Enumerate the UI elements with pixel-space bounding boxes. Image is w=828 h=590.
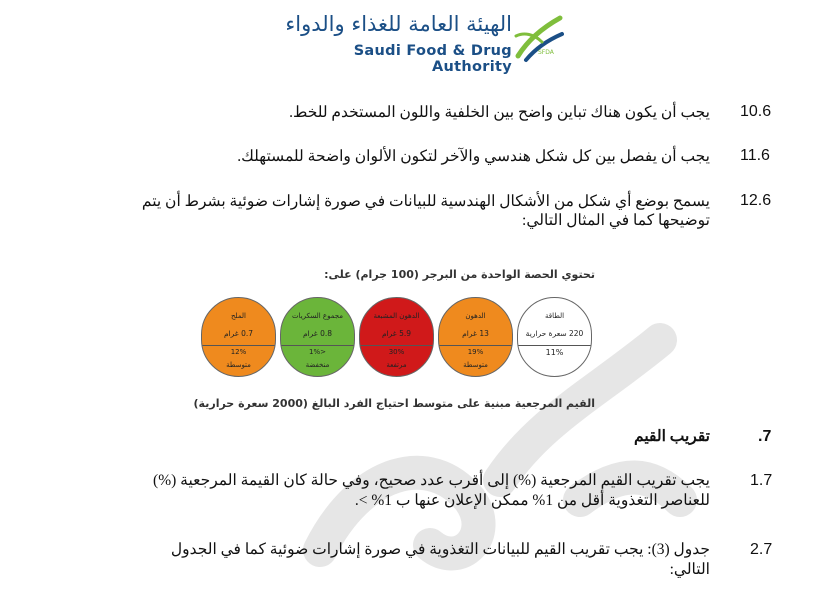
nutrient-percent: 30% — [360, 345, 433, 356]
nutrient-percent: 12% — [202, 345, 275, 356]
item-text-line1: يسمح بوضع أي شكل من الأشكال الهندسية للبيانات في صورة إشارات ضوئية بشرط أن يتم — [141, 193, 710, 210]
nutrient-level: منخفضة — [305, 361, 330, 369]
nutrient-panel — [280, 297, 355, 377]
item-number: 12.6 — [740, 192, 772, 209]
nutrition-reference-note: القيم المرجعية مبنية على متوسط احتياج الفرد البالغ (2000 سعرة حرارية) — [193, 397, 595, 410]
logo-arabic-name: الهيئة العامة للغذاء والدواء — [285, 12, 512, 36]
item-number: 2.7 — [750, 541, 773, 558]
nutrient-amount: 0.8 غرام — [302, 329, 333, 338]
nutrient-amount: 0.7 غرام — [223, 329, 254, 338]
sfda-header — [262, 12, 562, 75]
nutrient-name: الطاقة — [544, 312, 565, 320]
nutrition-label-title: تحتوي الحصة الواحدة من البرجر (100 جرام) على: — [324, 268, 595, 281]
nutrient-name: الملح — [231, 312, 246, 320]
item-text-line2: توضيحها كما في المثال التالي: — [522, 212, 710, 229]
nutrient-amount: 13 غرام — [462, 329, 489, 338]
nutrient-name: الدهون — [465, 312, 486, 320]
nutrient-percent: 19% — [439, 345, 512, 356]
item-text: يجب أن يفصل بين كل شكل هندسي والآخر لتكون الألوان واضحة للمستهلك. — [237, 148, 710, 165]
nutrient-panel — [517, 297, 592, 377]
nutrient-percent: 11% — [518, 345, 591, 357]
item-text: يجب أن يكون هناك تباين واضح بين الخلفية واللون المستخدم للخط. — [289, 104, 710, 121]
item-text-line1: جدول (3): يجب تقريب القيم للبيانات التغذوية في صورة إشارات ضوئية كما في الجدول — [170, 541, 710, 558]
item-text-line2: للعناصر التغذوية أقل من 1% ممكن الإعلان عنها ب 1% >. — [354, 492, 710, 509]
nutrient-panel — [201, 297, 276, 377]
logo-english-name: Saudi Food & Drug Authority — [353, 43, 512, 75]
section-title: تقريب القيم — [634, 428, 710, 445]
nutrient-level: متوسطة — [463, 361, 488, 369]
nutrient-amount: 5.9 غرام — [381, 329, 412, 338]
nutrient-level: مرتفعة — [386, 361, 407, 369]
item-text-line2: التالي: — [669, 561, 710, 578]
nutrient-name: الدهون المشبعة — [373, 312, 420, 320]
nutrient-percent: <1% — [281, 345, 354, 356]
sfda-logo-icon — [512, 14, 564, 64]
item-number: 11.6 — [740, 147, 770, 164]
nutrient-amount: 220 سعرة حرارية — [525, 329, 584, 338]
nutrient-panel — [438, 297, 513, 377]
nutrient-panel — [359, 297, 434, 377]
nutrient-level: متوسطة — [226, 361, 251, 369]
sfda-logo-badge: SFDA — [538, 49, 554, 56]
item-text-line1: يجب تقريب القيم المرجعية (%) إلى أقرب عدد صحيح، وفي حالة كان القيمة المرجعية (%) — [153, 472, 710, 489]
section-number: .7 — [758, 428, 772, 445]
item-number: 1.7 — [750, 472, 773, 489]
item-number: 10.6 — [740, 103, 772, 120]
nutrient-name: مجموع السكريات — [291, 312, 344, 320]
